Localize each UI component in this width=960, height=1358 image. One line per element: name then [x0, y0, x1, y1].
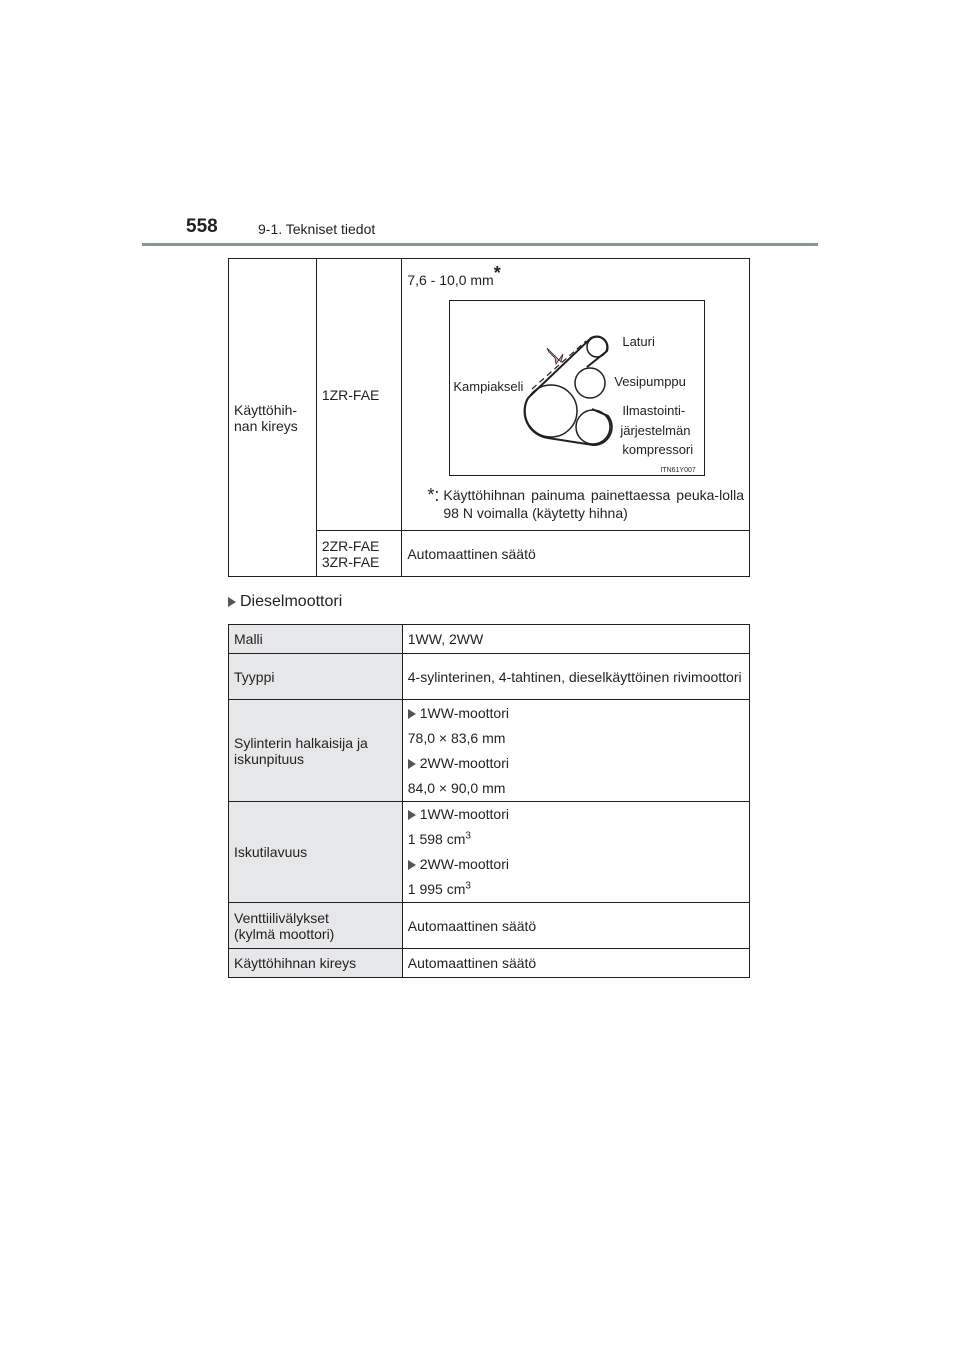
- bore-2ww-value: 84,0 × 90,0 mm: [407, 779, 506, 796]
- belt-tension-diesel-value: Automaattinen säätö: [402, 949, 749, 978]
- page-number: 558: [186, 216, 218, 237]
- model-label: Malli: [229, 625, 403, 654]
- crankshaft-label: Kampiakseli: [453, 379, 524, 394]
- triangle-bullet-icon: [228, 597, 236, 607]
- displacement-label: Iskutilavuus: [229, 802, 403, 903]
- compressor-label-1: Ilmastointi-: [622, 403, 686, 418]
- compressor-label-3: kompressori: [622, 442, 694, 457]
- triangle-bullet-icon: [408, 709, 416, 719]
- type-label: Tyyppi: [229, 654, 403, 700]
- diesel-heading: Dieselmoottori: [228, 593, 342, 611]
- bore-1ww-value: 78,0 × 83,6 mm: [407, 729, 506, 746]
- water-pump-pulley: [575, 368, 605, 398]
- belt-deflection-cell: [402, 259, 750, 531]
- disp-2ww-value: 1 995 $cm^3$: [407, 880, 471, 897]
- engine-1zr-label: 1ZR-FAE: [316, 259, 402, 531]
- displacement-value-cell: [402, 802, 749, 903]
- footnote-mark: *:: [427, 485, 440, 505]
- table-row: [229, 949, 750, 978]
- disp-1ww-value: 1 598 $cm^3$: [407, 830, 471, 847]
- water-pump-label: Vesipumppu: [614, 374, 686, 389]
- footnote: [407, 486, 744, 522]
- compressor-label-2: järjestelmän: [620, 423, 691, 438]
- deflection-dash-line: [532, 341, 586, 389]
- triangle-bullet-icon: [408, 810, 416, 820]
- type-value: 4-sylinterinen, 4-tahtinen, dieselkäyttöinen rivimoottori: [402, 654, 749, 700]
- table-row: [229, 654, 750, 700]
- bore-1ww-heading: 1WW-moottori: [408, 701, 749, 726]
- figure-code: ITN61Y007: [660, 467, 696, 474]
- section-title: 9-1. Tekniset tiedot: [258, 221, 376, 237]
- disp-2ww-heading: 2WW-moottori: [408, 852, 749, 877]
- valve-clearance-label: Venttiilivälykset (kylmä moottori): [229, 903, 403, 949]
- belt-tension-label: Käyttöhih- nan kireys: [229, 259, 317, 577]
- engine-2zr-3zr-label: 2ZR-FAE 3ZR-FAE: [316, 531, 402, 577]
- belt-deflection-value: 7,6 - 10,0 mm*: [407, 263, 501, 288]
- bore-value-cell: [402, 700, 749, 802]
- disp-1ww-heading: 1WW-moottori: [408, 802, 749, 827]
- table-row: [229, 625, 750, 654]
- alternator-label: Laturi: [622, 334, 655, 349]
- belt-tension-table: [228, 258, 750, 577]
- valve-clearance-value: Automaattinen säätö: [402, 903, 749, 949]
- bore-2ww-heading: 2WW-moottori: [408, 751, 749, 776]
- triangle-bullet-icon: [408, 860, 416, 870]
- press-arrow: [547, 348, 563, 364]
- bore-label: Sylinterin halkaisija ja iskunpituus: [229, 700, 403, 802]
- model-value: 1WW, 2WW: [402, 625, 749, 654]
- diesel-spec-table: [228, 624, 750, 978]
- belt-tension-diesel-label: Käyttöhihnan kireys: [229, 949, 403, 978]
- footnote-text: Käyttöhihnan painuma painettaessa peuka-lolla 98 N voimalla (käytetty hihna): [443, 487, 744, 521]
- header-rule: [142, 243, 818, 246]
- table-row: [229, 903, 750, 949]
- triangle-bullet-icon: [408, 759, 416, 769]
- table-row: [229, 802, 750, 903]
- engine-2zr-3zr-value: Automaattinen säätö: [402, 531, 750, 577]
- table-row: [229, 700, 750, 802]
- belt-routing-diagram: [449, 300, 705, 476]
